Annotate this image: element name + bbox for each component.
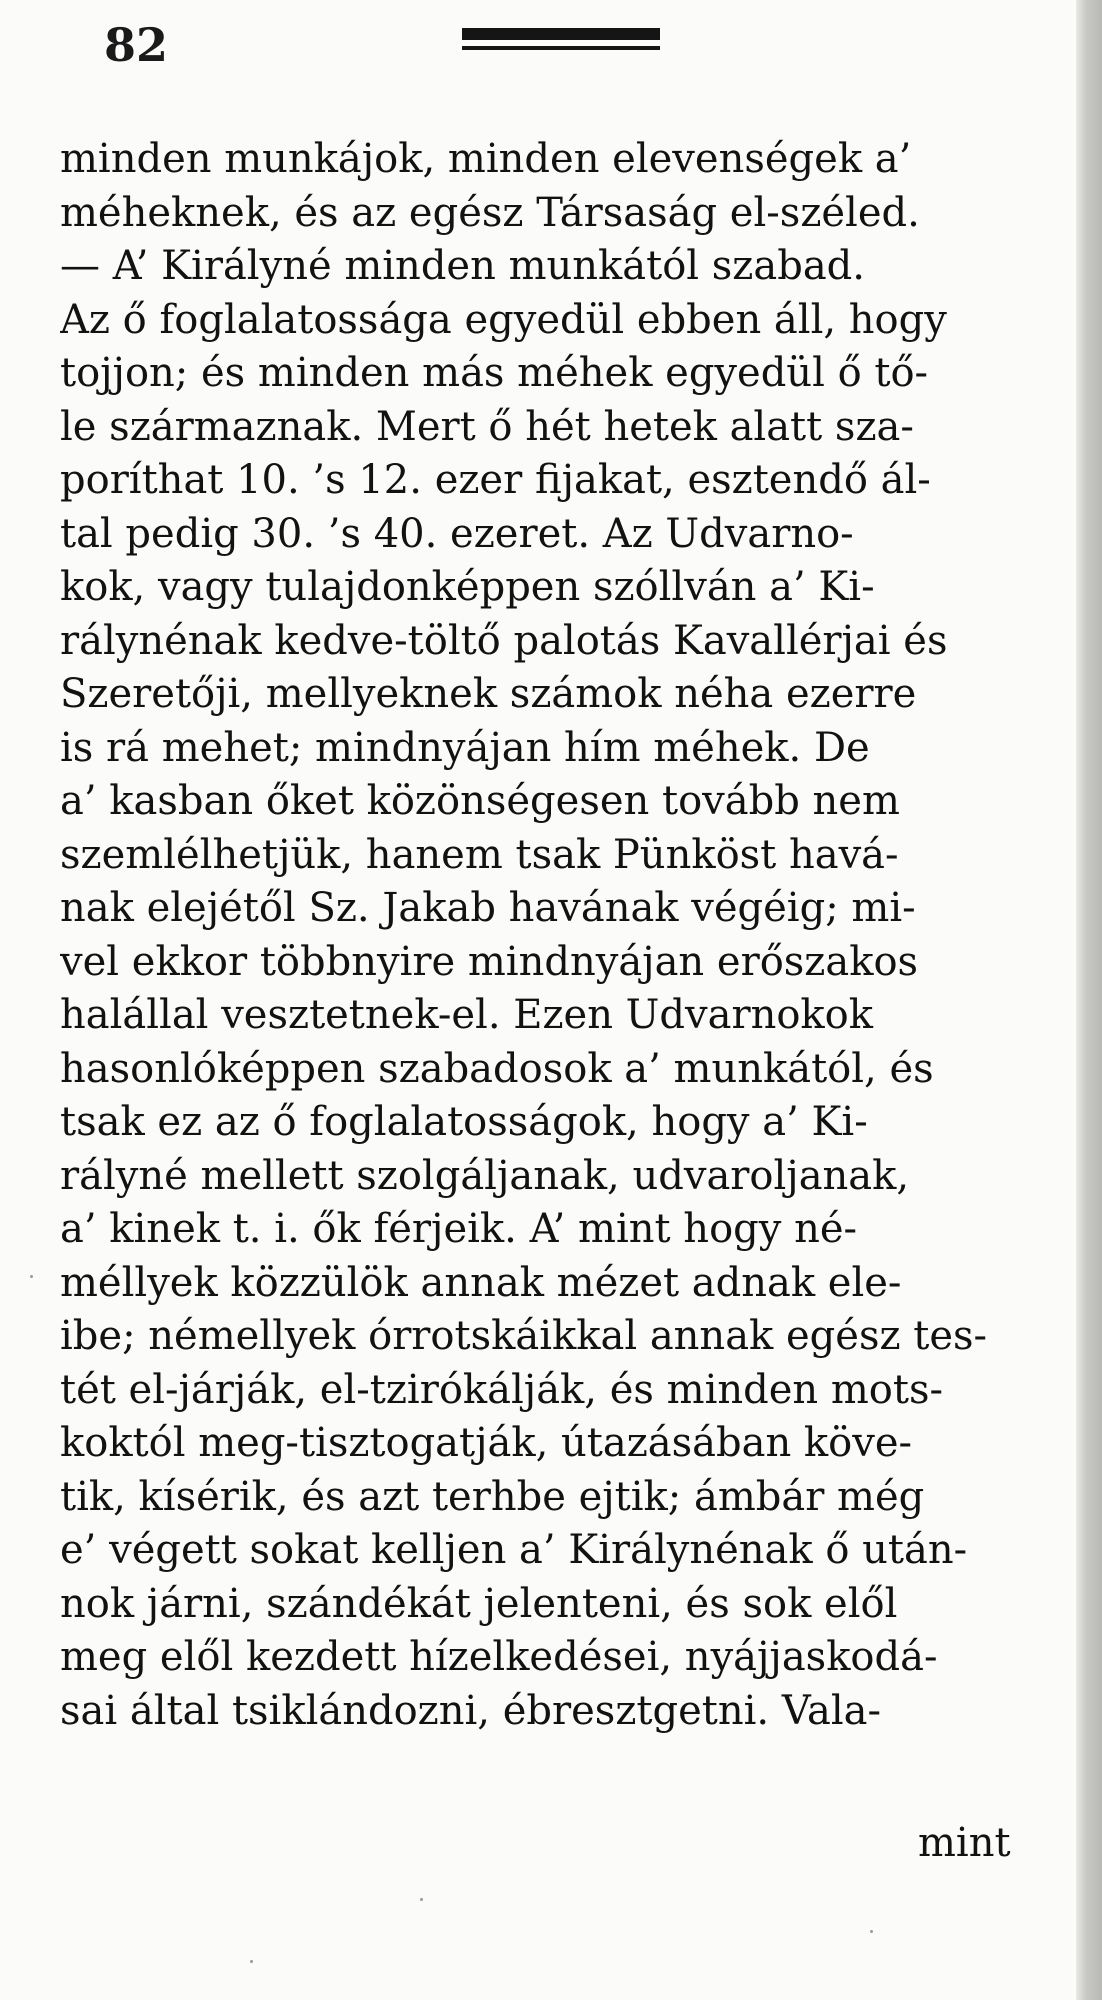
text-line: szemlélhetjük, hanem tsak Pünköst havá-	[60, 831, 899, 878]
body-text	[60, 133, 1070, 1738]
text-line: tojjon; és minden más méhek egyedül ő tő-	[60, 350, 929, 396]
text-line: halállal vesztetnek-el. Ezen Udvarnokok	[60, 992, 873, 1038]
header-rule-thick	[462, 28, 660, 40]
text-line: is rá mehet; mindnyájan hím méhek. De	[60, 724, 870, 771]
text-line: rályné mellett szolgáljanak, udvaroljanak,	[60, 1152, 910, 1199]
text-line: sai által tsiklándozni, ébresztgetni. Vala-	[60, 1687, 882, 1734]
paper-speck	[870, 1930, 873, 1933]
text-line: tal pedig 30. ’s 40. ezeret. Az Udvarno-	[60, 510, 854, 557]
text-line: tik, kísérik, és azt terhbe ejtik; ámbár még	[60, 1473, 925, 1520]
text-line: poríthat 10. ’s 12. ezer fijakat, esztendő ál-	[60, 457, 931, 503]
page-number: 82	[104, 18, 169, 72]
paper-speck	[420, 1898, 423, 1901]
text-line: koktól meg-tisztogatják, útazásában köve-	[60, 1420, 913, 1466]
text-line: rálynénak kedve-töltő palotás Kavallérjai és	[60, 617, 948, 664]
text-line: Szeretőji, mellyeknek számok néha ezerre	[60, 671, 917, 717]
text-line: nak elejétől Sz. Jakab havának végéig; mi-	[60, 885, 916, 931]
text-line: Az ő foglalatossága egyedül ebben áll, hogy	[60, 296, 947, 343]
text-line: le származnak. Mert ő hét hetek alatt sza-	[60, 403, 914, 450]
text-line: tét el-járják, el-tzirókálják, és minden mots-	[60, 1366, 944, 1413]
text-line: ibe; némellyek órrotskáikkal annak egész tes-	[60, 1313, 988, 1359]
text-line: a’ kasban őket közönségesen tovább nem	[60, 778, 900, 824]
text-line: méllyek közzülök annak mézet adnak ele-	[60, 1259, 902, 1306]
header-rule-thin	[462, 46, 660, 50]
text-line: vel ekkor többnyire mindnyájan erőszakos	[60, 938, 919, 985]
text-line: a’ kinek t. i. ők férjeik. A’ mint hogy né-	[60, 1206, 858, 1252]
paper-speck	[30, 1275, 33, 1278]
text-line: meg elől kezdett hízelkedései, nyájjaskodá-	[60, 1634, 938, 1680]
text-line: hasonlóképpen szabadosok a’ munkától, és	[60, 1045, 934, 1092]
text-line: e’ végett sokat kelljen a’ Királynénak ő után-	[60, 1527, 968, 1573]
text-line: tsak ez az ő foglalatosságok, hogy a’ Ki-	[60, 1099, 868, 1145]
text-line: — A’ Királyné minden munkától szabad.	[60, 243, 865, 289]
page-edge-shadow	[1076, 0, 1102, 2000]
paper-speck	[250, 1960, 253, 1963]
catchword: mint	[918, 1820, 1011, 1866]
text-line: méheknek, és az egész Társaság el-széled.	[60, 189, 920, 236]
text-line: kok, vagy tulajdonképpen szóllván a’ Ki-	[60, 564, 875, 610]
text-line: nok járni, szándékát jelenteni, és sok elől	[60, 1580, 898, 1627]
text-line: minden munkájok, minden elevenségek a’	[60, 136, 912, 182]
